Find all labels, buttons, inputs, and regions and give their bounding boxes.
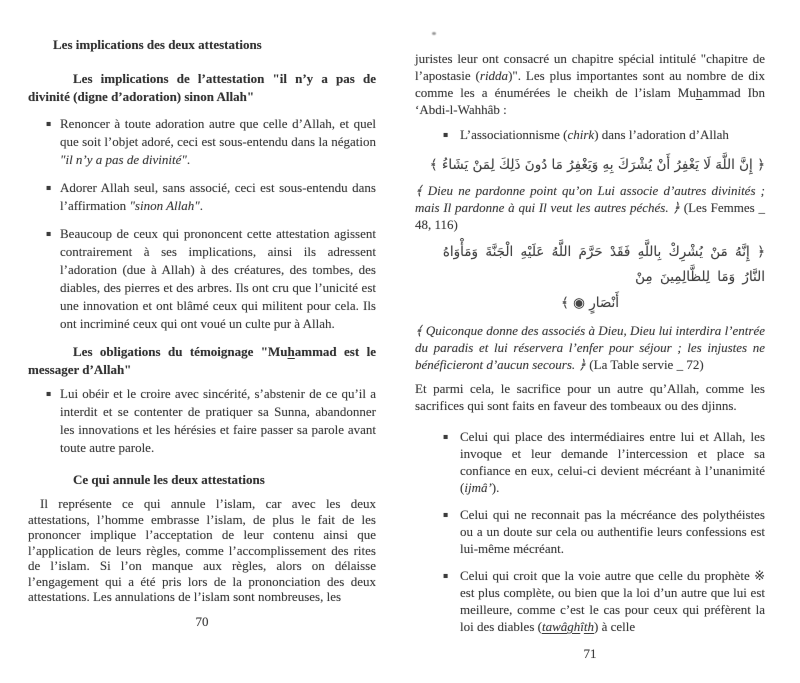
page-71 [415,50,765,662]
text-segment: L’associationnisme ( [460,127,568,142]
text-segment-italic: î [580,619,584,634]
text-segment: Les obligations du témoignage "Mu [73,344,288,359]
bullet-item-mecreance [415,506,765,557]
bullet-square-icon: ▪ [46,389,52,398]
paragraph-juristes [415,50,765,118]
text-segment: juristes leur ont consacré un chapitre spécial intitulé "chapitre de l’apostasie ( [415,51,765,83]
bullet-square-icon: ▪ [443,510,449,519]
arabic-verse-nisa: ﴿ إِنَّ اللَّهَ لَا يَغْفِرُ أَنْ يُشْرَكَ بِهِ وَيَغْفِرُ مَا دُونَ ذَلِكَ لِمَنْ يَشَاءُ ﴾ [429,157,765,173]
verse-reference: (Les Femmes _ 48, 116) [415,200,765,232]
text-segment: ). [491,480,500,495]
heading-obligations-temoignage [28,343,376,379]
bullet-square-icon: ▪ [443,130,449,139]
text-segment: Celui qui place des intermédiaires entre lui et Allah, les invoque et leur demande l’intercession et place sa confiance en eux, celui-ci devient mécréant à l’unanimité ( [460,429,765,495]
bullet-text [460,428,765,496]
text-segment-italic: ijmâ’ [464,480,492,495]
text-segment-italic-underline: gh [567,619,581,634]
saws-symbol: ※ [754,568,765,583]
bullet-square-icon: ▪ [443,432,449,441]
bullet-item-associationnisme [415,126,765,143]
bullet-text [460,567,765,635]
text-segment-italic: "sinon Allah" [129,198,200,213]
text-segment-italic: "il n’y a pas de divinité" [60,152,187,167]
page-number-70: 70 [195,613,209,629]
verse-reference: (La Table servie _ 72) [586,357,704,372]
paragraph-annulations: Il représente ce qui annule l’islam, car avec les deux attestations, l’homme embrasse l’islam, de plus le fait de les prononcer implique l’acceptation de leur contenu ainsi que l’application de leurs règles, comme l’accomplissement des rites de l’islam. Si l’on manque aux règles, alors on délaisse l’engagement qui a été pris lors de la prononciation des deux attestations. Les annulations de l’islam sont nombreuses, les [28,496,376,604]
heading-implication-attestation: Les implications de l’attestation "il n’y a pas de divinité (digne d’adoration) sinon Allah" [28,71,376,104]
text-segment: Adorer Allah seul, sans associé, ceci est sous-entendu dans l’affirmation [60,180,376,213]
bullet-text [460,126,765,143]
text-segment: ) dans l’adoration d’Allah [594,127,729,142]
verse-translation-text: ﴾ Quiconque donne des associés à Dieu, Dieu lui interdira l’entrée du paradis et lui réservera l’enfer pour séjour ; les injustes ne bénéficieront d’aucun secours. ﴿ [415,323,765,372]
bullet-item-adorer [28,179,376,215]
page-number-71: 71 [583,646,597,661]
page-70 [28,36,376,631]
bullet-square-icon: ▪ [46,183,52,192]
bullet-text: Lui obéir et le croire avec sincérité, s’abstenir de ce qu’il a interdit et se contenter de pratiquer sa Sunna, abandonner les innovations et les hérésies et faire passer sa parole avant toute autre parole. [60,386,376,455]
bullet-square-icon: ▪ [46,229,52,238]
text-segment: . [186,152,191,167]
bullet-item-renoncer [28,115,376,169]
verse-translation-text: ﴾ Dieu ne pardonne point qu’on Lui associe d’autres divinités ; mais Il pardonne à qui Il veut les autres péchés. ﴿ [415,183,765,215]
bullet-text: Beaucoup de ceux qui prononcent cette attestation agissent contrairement à ses implications, ainsi ils adressent l’adoration (due à Allah) à des créatures, des tombes, des diables, des pierres et des arbres. Ils ont cru que l’unicité est une innovation et ont blâmé ceux qui militent pour cela. Ils ont incriminé ceux qui ont voué un culte pur à Allah. [60,226,376,331]
bullet-square-icon: ▪ [46,119,52,128]
heading-implications-deux-attestations: Les implications des deux attestations [53,37,262,52]
text-segment: Celui qui croit que la voie autre que celle du prophète [460,568,755,583]
text-segment: Renoncer à toute adoration autre que celle d’Allah, et quel que soit l’objet adoré, ceci est sous-entendu dans la négation [60,116,376,149]
text-segment-italic: chirk [567,127,595,142]
arabic-verse-maida-line2: أَنْصَارٍ ◉ ﴾ [560,295,620,311]
bullet-item-intermediaires [415,428,765,496]
bullet-item-obeir [28,385,376,457]
translation-la-table-servie [415,322,765,373]
text-segment: ) à celle [594,619,636,634]
text-segment-underline: h [287,344,295,359]
arabic-verse-maida-line1: ﴿ إِنَّهُ مَنْ يُشْرِكْ بِاللَّهِ فَقَدْ حَرَّمَ اللَّهُ عَلَيْهِ الْجَنَّةَ وَمَأْوَاهُ النَّارُ وَمَا لِلظَّالِمِينَ مِنْ [442,244,765,285]
bullet-square-icon: ▪ [443,571,449,580]
bullet-item-beaucoup [28,225,376,333]
text-segment-italic-underline: tawâ [541,619,568,634]
bullet-text [60,115,376,169]
text-segment: )". Les plus importantes sont au nombre de dix comme les a énumérées le cheikh de l’islam Mu [415,68,765,100]
bullet-text: Celui qui ne reconnait pas la mécréance des polythéistes ou a un doute sur cela ou authentifie leurs confessions est lui-même mécréant. [460,507,765,556]
translation-les-femmes [415,182,765,233]
bullet-item-voie [415,567,765,635]
text-segment: est plus complète, ou bien que la loi d’un autre que lui est meilleure, comme c’est le cas pour ceux qui préfèrent la loi des diables ( [460,585,765,634]
text-segment-italic-underline: th [583,619,595,634]
scan-speck [432,32,436,35]
text-segment: ammad Ibn ‘Abdi-l-Wahhâb : [415,85,765,117]
text-segment-underline: h [695,85,703,100]
bullet-text [60,179,376,215]
text-segment-italic: ridda [479,68,509,83]
heading-ce-qui-annule: Ce qui annule les deux attestations [73,472,265,487]
text-segment: . [199,198,203,213]
paragraph-sacrifice: Et parmi cela, le sacrifice pour un autre qu’Allah, comme les sacrifices qui sont faits en faveur des tombeaux ou des djinns. [415,381,765,413]
text-segment: ammad est le messager d’Allah" [28,344,376,377]
